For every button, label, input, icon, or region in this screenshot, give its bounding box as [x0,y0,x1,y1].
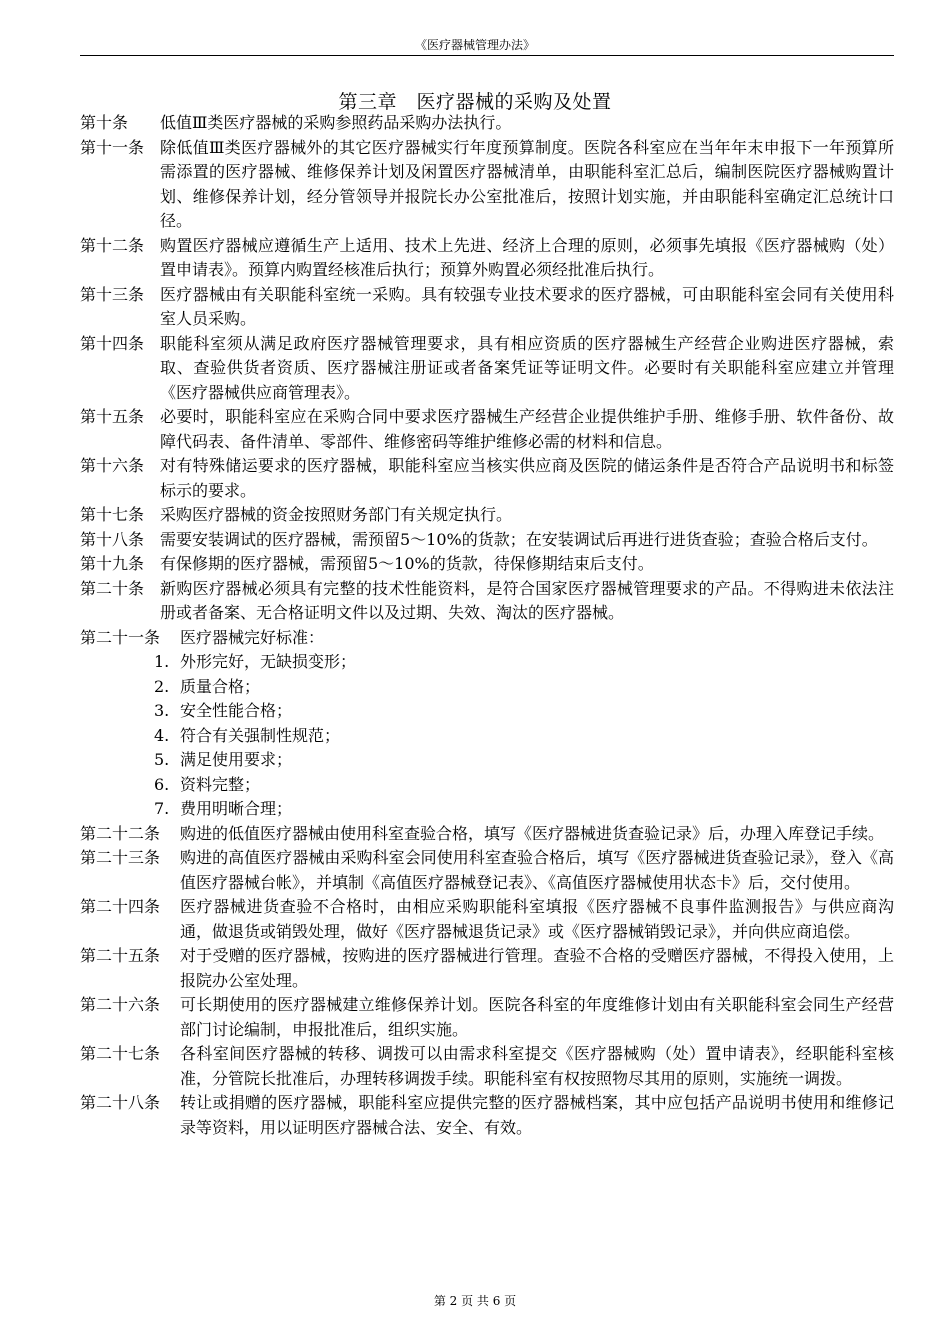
list-text: 安全性能合格； [180,701,293,720]
article [80,822,894,847]
article-number: 第十五条 [80,407,145,426]
article-number: 第二十六条 [80,995,161,1014]
article-number: 第十八条 [80,529,145,549]
article [80,552,894,577]
article-number: 第十四条 [80,333,145,353]
article [80,503,894,528]
list-text: 满足使用要求； [180,750,293,769]
article-text: 必要时，职能科室应在采购合同中要求医疗器械生产经营企业提供维护手册、维修手册、软件备份、故障代码表、备件清单、零部件、维修密码等维护维修必需的材料和信息。 [160,407,894,451]
list-number: 4. [154,725,170,745]
article-text: 需要安装调试的医疗器械，需预留5～10%的货款；在安装调试后再进行进货查验；查验合格后支付。 [160,529,878,549]
article-number: 第二十四条 [80,897,161,916]
article [80,283,894,332]
header-divider [80,55,894,56]
article-text: 购置医疗器械应遵循生产上适用、技术上先进、经济上合理的原则，必须事先填报《医疗器械购（处）置申请表》。预算内购置经核准后执行；预算外购置必须经批准后执行。 [160,235,894,279]
article-number: 第二十一条 [80,627,161,647]
list-number: 2. [154,676,170,696]
article [80,944,894,993]
article [80,454,894,503]
article-number: 第二十二条 [80,823,161,843]
list-number: 3. [154,701,170,720]
list-item [80,675,894,700]
chapter-title: 第三章 医疗器械的采购及处置 [338,91,612,113]
list-item [80,724,894,749]
list-number: 6. [154,774,170,794]
article [80,1091,894,1140]
article [80,332,894,406]
article-text: 医疗器械完好标准： [180,627,325,647]
list-item [80,773,894,798]
article-text: 对于受赠的医疗器械，按购进的医疗器械进行管理。查验不合格的受赠医疗器械，不得投入使用，上报院办公室处理。 [180,946,894,990]
article [80,993,894,1042]
article-text: 各科室间医疗器械的转移、调拨可以由需求科室提交《医疗器械购（处）置申请表》，经职能科室核准，分管院长批准后，办理转移调拨手续。职能科室有权按照物尽其用的原则，实施统一调拨。 [180,1044,894,1088]
article-number: 第十七条 [80,505,145,524]
article [80,895,894,944]
article [80,136,894,234]
list-text: 质量合格； [180,676,261,696]
article-number: 第十六条 [80,456,145,475]
article-list [80,111,894,1140]
article-text: 可长期使用的医疗器械建立维修保养计划。医院各科室的年度维修计划由有关职能科室会同生产经营部门讨论编制，申报批准后，组织实施。 [180,995,894,1039]
article-number: 第十二条 [80,235,145,255]
list-number: 7. [154,799,170,818]
article-number: 第二十五条 [80,946,161,965]
standards-list [80,650,894,822]
article [80,846,894,895]
list-item [80,650,894,675]
article-number: 第二十条 [80,578,145,598]
page-number: 第 2 页 共 6 页 [433,1294,517,1308]
list-text: 外形完好，无缺损变形； [180,652,357,671]
article [80,111,894,136]
article-text: 购进的高值医疗器械由采购科室会同使用科室查验合格后，填写《医疗器械进货查验记录》，登入《高值医疗器械台帐》，并填制《高值医疗器械登记表》、《高值医疗器械使用状态卡》后，交付使用。 [180,848,894,892]
article-number: 第十三条 [80,284,145,304]
article [80,405,894,454]
article-text: 低值Ⅲ类医疗器械的采购参照药品采购办法执行。 [160,113,512,132]
article [80,577,894,626]
list-number: 5. [154,750,170,769]
article-text: 有保修期的医疗器械，需预留5～10%的货款，待保修期结束后支付。 [160,554,654,573]
list-text: 资料完整； [180,774,261,794]
article [80,234,894,283]
article-text: 医疗器械由有关职能科室统一采购。具有较强专业技术要求的医疗器械，可由职能科室会同有关使用科室人员采购。 [160,284,894,328]
article-number: 第二十八条 [80,1093,161,1112]
article-number: 第十一条 [80,137,145,157]
article-number: 第二十三条 [80,848,161,867]
article-text: 职能科室须从满足政府医疗器械管理要求，具有相应资质的医疗器械生产经营企业购进医疗器械，索取、查验供货者资质、医疗器械注册证或者备案凭证等证明文件。必要时有关职能科室应建立并管理《医疗器械供应商管理表》。 [160,333,894,402]
running-header: 《医疗器械管理办法》 [414,38,535,52]
article [80,1042,894,1091]
article-text: 除低值Ⅲ类医疗器械外的其它医疗器械实行年度预算制度。医院各科室应在当年年末申报下一年预算所需添置的医疗器械、维修保养计划及闲置医疗器械清单，由职能科室汇总后，编制医院医疗器械购置计划、维修保养计划，经分管领导并报院长办公室批准后，按照计划实施，并由职能科室确定汇总统计口径。 [160,137,894,230]
article-text: 转让或捐赠的医疗器械，职能科室应提供完整的医疗器械档案，其中应包括产品说明书使用和维修记录等资料，用以证明医疗器械合法、安全、有效。 [180,1093,894,1137]
article-number: 第二十七条 [80,1044,161,1063]
article-number: 第十条 [80,113,129,132]
article-text: 购进的低值医疗器械由使用科室查验合格，填写《医疗器械进货查验记录》后，办理入库登记手续。 [180,823,885,843]
list-item [80,699,894,724]
article-text: 医疗器械进货查验不合格时，由相应采购职能科室填报《医疗器械不良事件监测报告》与供应商沟通，做退货或销毁处理，做好《医疗器械退货记录》或《医疗器械销毁记录》，并向供应商追偿。 [180,897,894,941]
article [80,626,894,651]
list-text: 费用明晰合理； [180,799,293,818]
list-number: 1. [154,652,170,671]
article-text: 对有特殊储运要求的医疗器械，职能科室应当核实供应商及医院的储运条件是否符合产品说明书和标签标示的要求。 [160,456,894,500]
article-text: 采购医疗器械的资金按照财务部门有关规定执行。 [160,505,513,524]
article [80,528,894,553]
list-text: 符合有关强制性规范； [180,725,341,745]
article-text: 新购医疗器械必须具有完整的技术性能资料，是符合国家医疗器械管理要求的产品。不得购进未依法注册或者备案、无合格证明文件以及过期、失效、淘汰的医疗器械。 [160,578,894,622]
list-item [80,748,894,773]
list-item [80,797,894,822]
article-number: 第十九条 [80,554,145,573]
